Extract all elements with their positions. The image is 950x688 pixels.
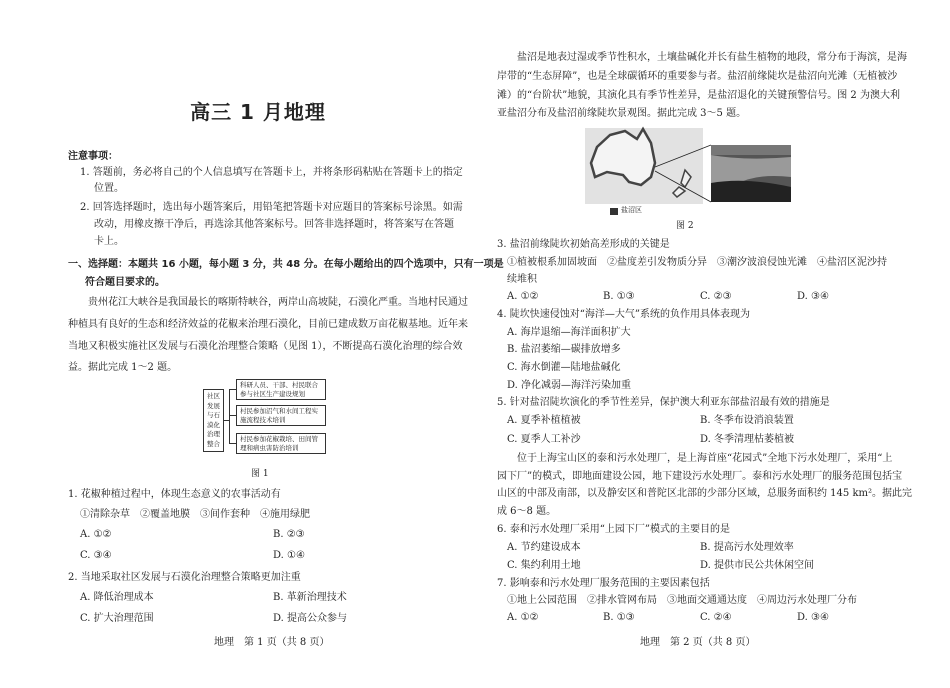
question-4-option-d[interactable]: D. 净化减弱—海洋污染加重 (507, 380, 632, 391)
question-3-stem: 3. 盐沼前缘陡坎初始高差形成的关键是 (497, 239, 670, 250)
figure-1-caption: 图 1 (251, 469, 269, 479)
passage-line: 园下厂”的模式，即地面建设公园，地下建设污水处理厂。泰和污水处理厂的服务范围包括宝 (497, 471, 903, 482)
question-7-option-d[interactable]: D. ③④ (797, 612, 829, 623)
passage-line: 益。据此完成 1～2 题。 (68, 362, 178, 373)
notice-line: 位置。 (94, 183, 124, 194)
question-6-option-c[interactable]: C. 集约利用土地 (507, 560, 581, 571)
section-heading: 符合题目要求的。 (85, 277, 165, 288)
australia-salt-marsh-map (585, 125, 795, 205)
passage-line: 当地又积极实施社区发展与石漠化治理整合策略（见图 1），不断提高石漠化治理的综合效 (68, 341, 463, 352)
question-7-option-a[interactable]: A. ①② (507, 612, 539, 623)
question-5-option-b[interactable]: B. 冬季布设消浪装置 (700, 415, 794, 426)
notice-line: 1. 答题前，务必将自己的个人信息填写在答题卡上，并将条形码粘贴在答题卡上的指定 (80, 167, 463, 178)
question-6-option-d[interactable]: D. 提供市民公共休闲空间 (700, 560, 815, 571)
passage-line: 贵州花江大峡谷是我国最长的喀斯特峡谷，两岸山高坡陡，石漠化严重。当地村民通过 (88, 297, 468, 308)
question-3-items: ①植被根系加固坡面 ②盐度差引发物质分异 ③潮汐波浪侵蚀光滩 ④盐沼区泥沙持 (507, 257, 887, 268)
question-5-option-d[interactable]: D. 冬季清理枯萎植被 (700, 434, 795, 445)
question-3-option-d[interactable]: D. ③④ (797, 291, 829, 302)
question-1-stem: 1. 花椒种植过程中，体现生态意义的农事活动有 (68, 489, 281, 500)
exam-title: 高三 1 月地理 (190, 100, 326, 124)
question-1-option-d[interactable]: D. ①④ (273, 550, 305, 561)
passage-line: 种植具有良好的生态和经济效益的花椒来治理石漠化，目前已建成数万亩花椒基地。近年来 (68, 319, 468, 330)
question-2-option-d[interactable]: D. 提高公众参与 (273, 613, 348, 624)
question-6-option-a[interactable]: A. 节约建设成本 (507, 542, 581, 553)
figure-2-caption: 图 2 (676, 221, 694, 231)
question-3-option-a[interactable]: A. ①② (507, 291, 539, 302)
notice-line: 改动，用橡皮擦干净后，再选涂其他答案标号。回答非选择题时，将答案写在答题 (94, 219, 454, 230)
question-4-option-c[interactable]: C. 海水倒灌—陆地盐碱化 (507, 362, 621, 373)
question-2-stem: 2. 当地采取社区发展与石漠化治理整合策略更加注重 (68, 572, 301, 583)
question-3-option-c[interactable]: C. ②③ (700, 291, 732, 302)
question-4-stem: 4. 陡坎快速侵蚀对“海洋—大气”系统的负作用具体表现为 (497, 309, 750, 320)
question-6-option-b[interactable]: B. 提高污水处理效率 (700, 542, 794, 553)
notice-heading: 注意事项： (68, 151, 118, 162)
question-1-option-a[interactable]: A. ①② (80, 529, 112, 540)
question-2-option-a[interactable]: A. 降低治理成本 (80, 592, 154, 603)
flowchart-branch: 科研人员、干部、村民联合参与社区生产建设规划 (236, 379, 326, 400)
question-7-option-b[interactable]: B. ①③ (603, 612, 635, 623)
question-4-option-a[interactable]: A. 海岸退缩—海洋面积扩大 (507, 327, 631, 338)
passage-line: 山区的中部及南部，以及静安区和普陀区北部的少部分区域，总服务面积约 145 km²。据此完 (497, 488, 912, 499)
notice-line: 卡上。 (94, 236, 124, 247)
question-7-stem: 7. 影响泰和污水处理厂服务范围的主要因素包括 (497, 578, 710, 589)
section-heading: 一、选择题：本题共 16 小题，每小题 3 分，共 48 分。在每小题给出的四个选项中，只有一项是 (68, 259, 504, 270)
passage-line: 岸带的“生态屏障”，也是全球碳循环的重要参与者。盐沼前缘陡坎是盐沼向光滩（无植被沙 (497, 71, 898, 82)
question-2-option-c[interactable]: C. 扩大治理范围 (80, 613, 154, 624)
page-1-footer: 地理 第 1 页（共 8 页） (214, 637, 330, 648)
question-2-option-b[interactable]: B. 革新治理技术 (273, 592, 347, 603)
question-7-items: ①地上公园范围 ②排水管网布局 ③地面交通通达度 ④周边污水处理厂分布 (507, 595, 857, 606)
question-5-stem: 5. 针对盐沼陡坎演化的季节性差异，保护澳大利亚东部盐沼最有效的措施是 (497, 397, 830, 408)
question-6-stem: 6. 泰和污水处理厂采用“上园下厂”模式的主要目的是 (497, 524, 730, 535)
passage-line: 成 6～8 题。 (497, 506, 557, 517)
passage-line: 盐沼是地表过湿或季节性积水，土壤盐碱化并长有盐生植物的地段，常分布于海滨，是海 (517, 52, 907, 63)
question-3-items: 续堆积 (507, 274, 537, 285)
legend-swatch (610, 208, 618, 215)
flowchart-root: 社区发展与石漠化治理整合 (203, 389, 224, 452)
question-1-items: ①清除杂草 ②覆盖地膜 ③间作套种 ④施用绿肥 (80, 509, 310, 520)
notice-line: 2. 回答选择题时，选出每小题答案后，用铅笔把答题卡对应题目的答案标号涂黑。如需 (80, 202, 463, 213)
flowchart-branch: 村民参加花椒栽培、田间管理和病虫害防治培训 (236, 433, 326, 454)
question-1-option-c[interactable]: C. ③④ (80, 550, 112, 561)
passage-line: 亚盐沼分布及盐沼前缘陡坎景观图。据此完成 3～5 题。 (497, 108, 747, 119)
question-5-option-c[interactable]: C. 夏季人工补沙 (507, 434, 581, 445)
question-5-option-a[interactable]: A. 夏季补植植被 (507, 415, 581, 426)
legend-label: 盐沼区 (621, 206, 642, 214)
question-1-option-b[interactable]: B. ②③ (273, 529, 305, 540)
page-2-footer: 地理 第 2 页（共 8 页） (640, 637, 756, 648)
question-3-option-b[interactable]: B. ①③ (603, 291, 635, 302)
question-4-option-b[interactable]: B. 盐沼萎缩—碳排放增多 (507, 344, 621, 355)
passage-line: 滩）的“台阶状”地貌，其演化具有季节性差异，是盐沼退化的关键预警信号。图 2 为澳大利 (497, 90, 900, 101)
question-7-option-c[interactable]: C. ②④ (700, 612, 732, 623)
passage-line: 位于上海宝山区的泰和污水处理厂，是上海首座“花园式”全地下污水处理厂，采用“上 (517, 453, 893, 464)
flowchart-branch: 村民参加沼气和水间工程实施流程技术培训 (236, 405, 326, 426)
